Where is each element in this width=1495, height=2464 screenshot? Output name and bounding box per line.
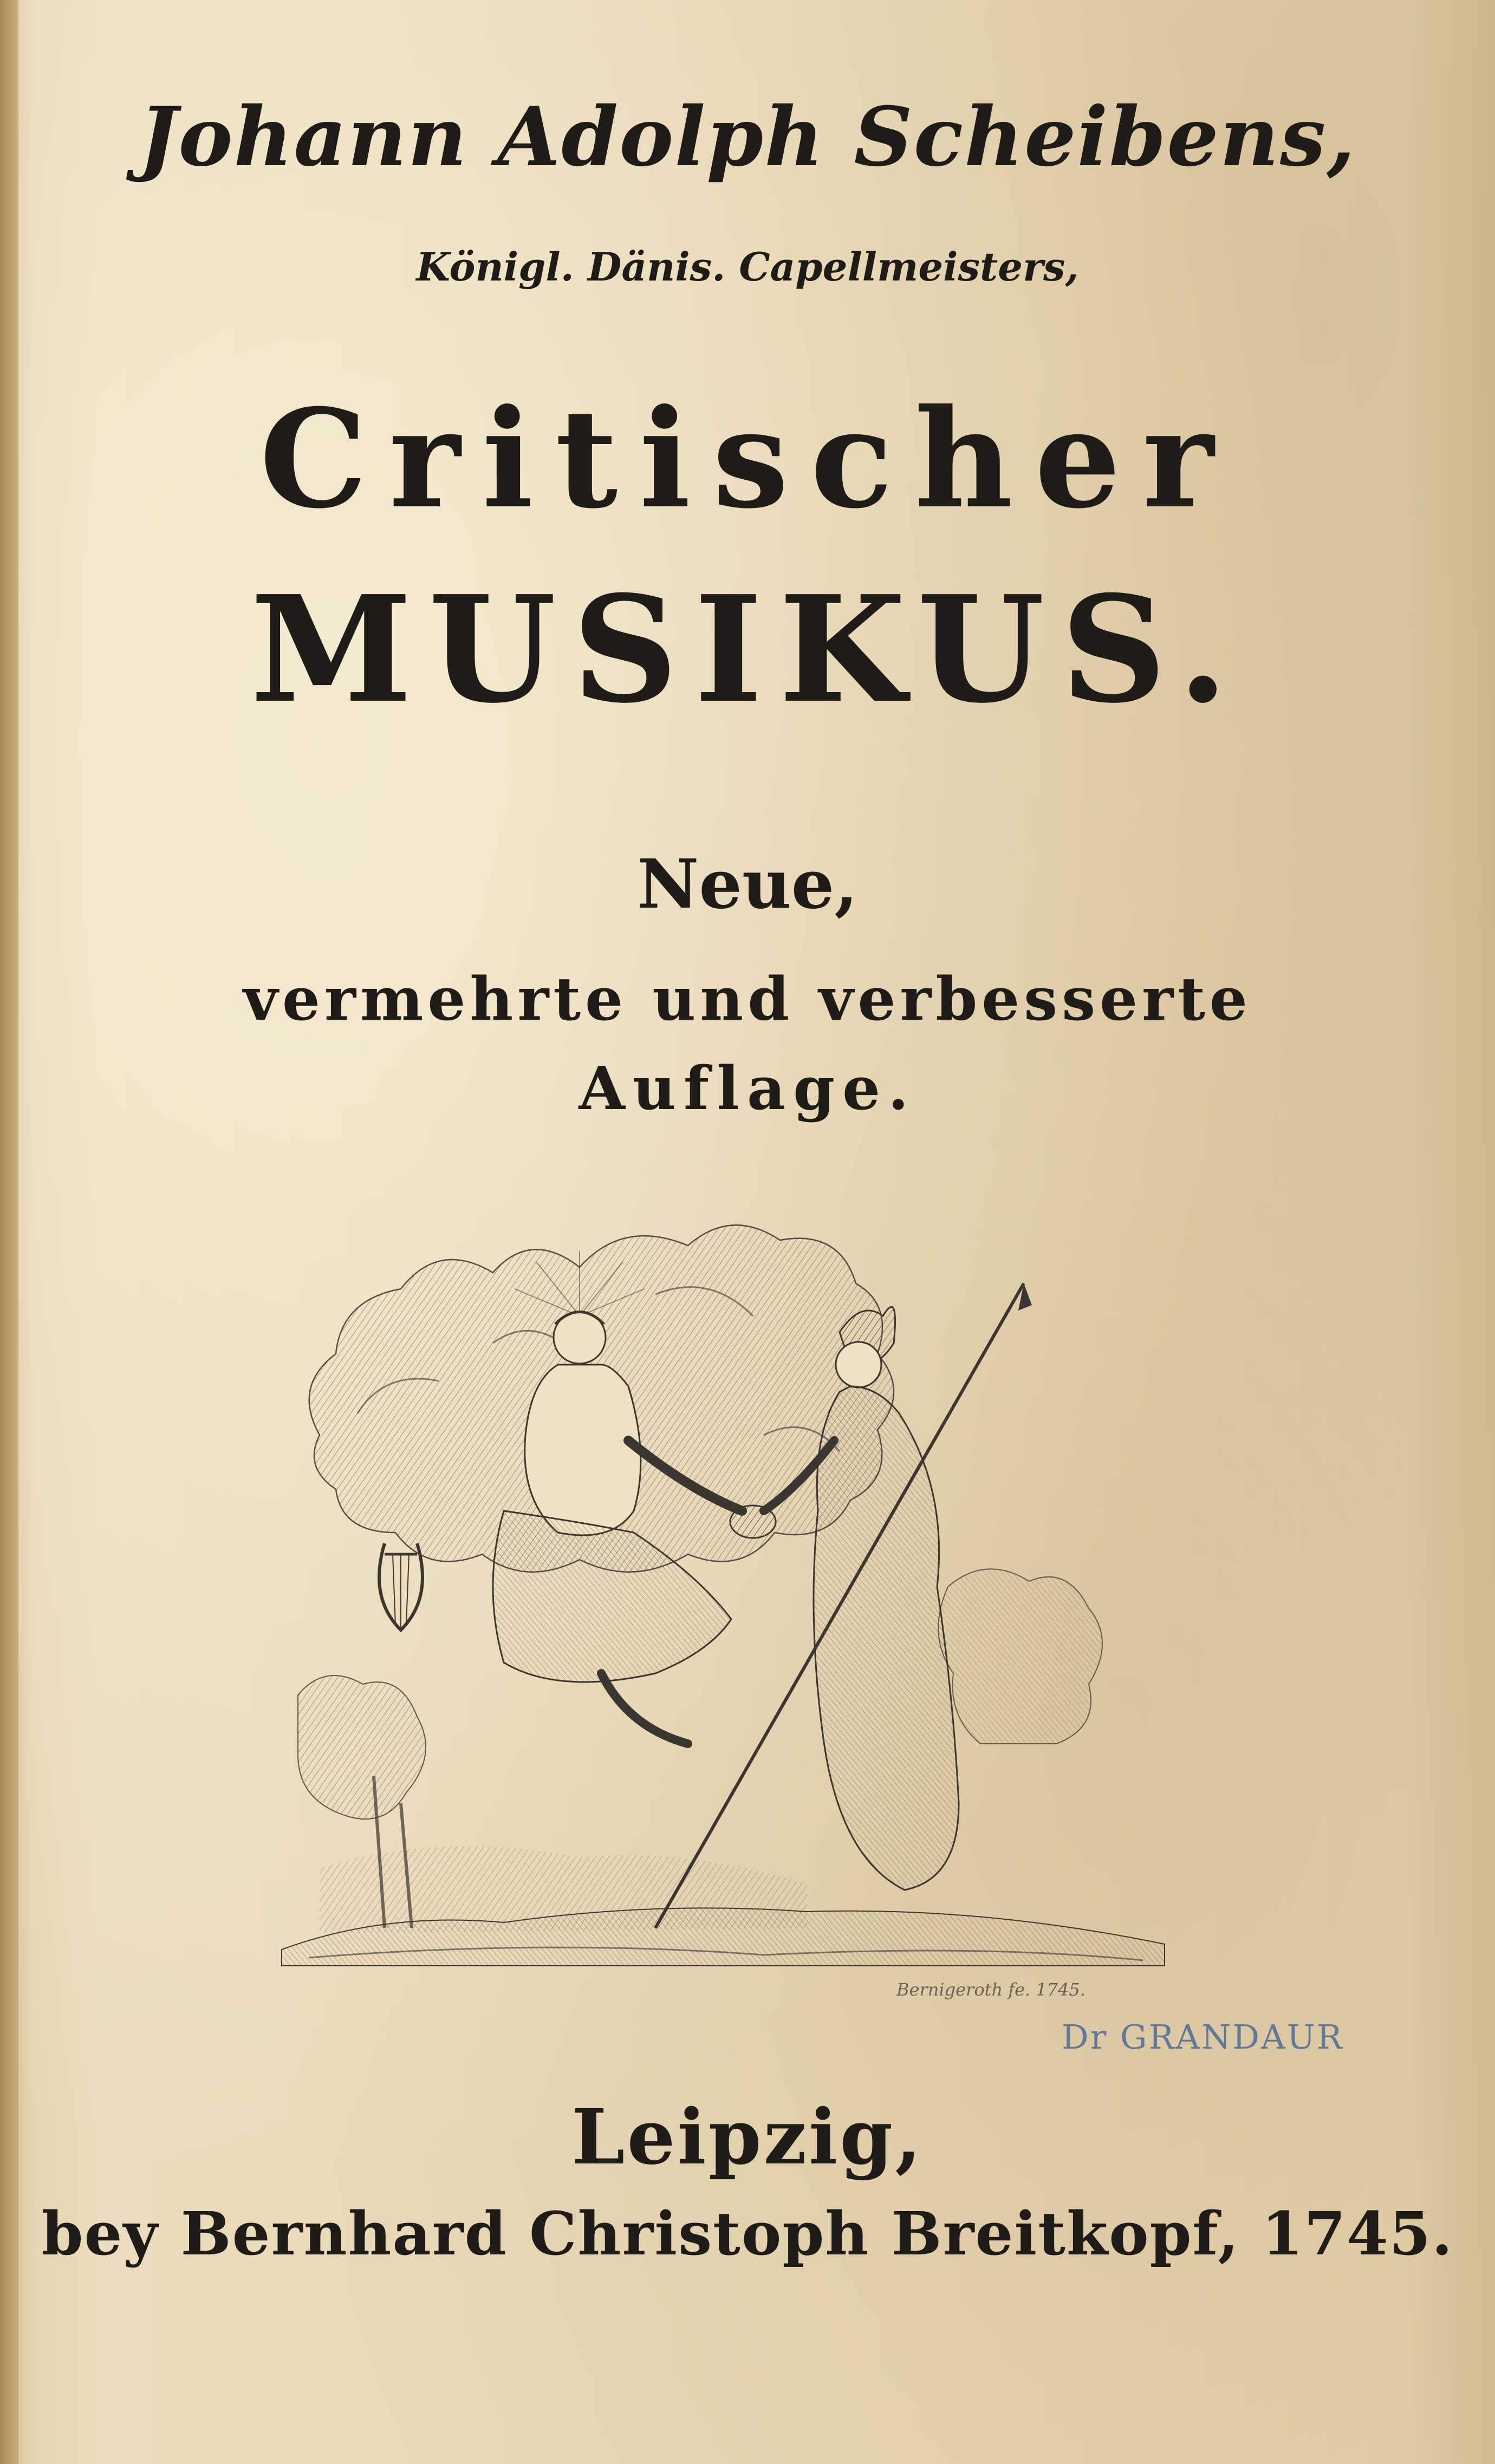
engraving-illustration [276,1208,1175,1987]
ownership-stamp: Dr GRANDAUR [1062,2017,1344,2057]
publication-place: Leipzig, [571,2093,924,2182]
edition-line-2: vermehrte und verbesserte [243,964,1252,1034]
lyre-icon [379,1543,422,1630]
author-name: Johann Adolph Scheibens, [139,89,1356,185]
tree-foliage [298,1225,1102,1928]
engraver-signature: Bernigeroth fe. 1745. [896,1979,1086,2000]
publisher-imprint: bey Bernhard Christoph Breitkopf, 1745. [41,2199,1454,2269]
book-title-line-2: MUSIKUS. [250,563,1245,735]
edition-line-1: Neue, [637,845,858,924]
author-title: Königl. Dänis. Capellmeisters, [416,244,1079,290]
ground [282,1846,1165,1966]
book-title-line-1: Critischer [259,379,1236,538]
edition-line-3: Auflage. [578,1053,916,1123]
